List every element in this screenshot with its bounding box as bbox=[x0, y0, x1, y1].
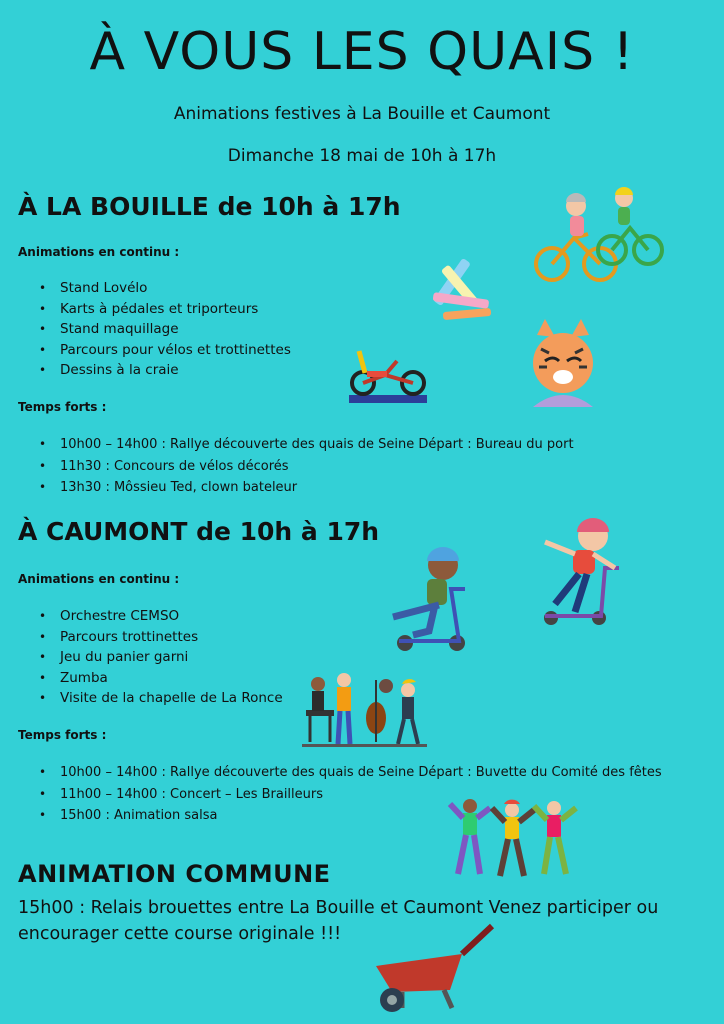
bouille-continu-list bbox=[18, 278, 291, 381]
bicycles-icon bbox=[530, 186, 665, 290]
list-item: • Orchestre CEMSO bbox=[18, 606, 283, 627]
bouille-continu-label: Animations en continu : bbox=[18, 245, 180, 259]
section-title-bouille: À LA BOUILLE de 10h à 17h bbox=[18, 192, 401, 221]
commune-text: 15h00 : Relais brouettes entre La Bouille et Caumont Venez participer ou encourager cette course originale !!! bbox=[18, 898, 659, 944]
scooter-boy-icon bbox=[385, 545, 475, 659]
list-item: • Parcours trottinettes bbox=[18, 627, 283, 648]
list-item: • Stand maquillage bbox=[18, 319, 291, 340]
list-item: • 10h00 – 14h00 : Rallye découverte des quais de Seine Départ : Buvette du Comité des fêtes bbox=[18, 762, 662, 784]
list-item: • Karts à pédales et triporteurs bbox=[18, 299, 291, 320]
list-item: • Stand Lovélo bbox=[18, 278, 291, 299]
list-item: • 11h00 – 14h00 : Concert – Les Brailleurs bbox=[18, 784, 662, 806]
section-title-commune: ANIMATION COMMUNE bbox=[18, 860, 331, 888]
page-title: À VOUS LES QUAIS ! bbox=[89, 22, 635, 82]
caumont-continu-list bbox=[18, 606, 283, 709]
bouille-forts-list bbox=[18, 434, 574, 499]
subtitle: Animations festives à La Bouille et Caumont bbox=[173, 104, 551, 124]
section-title-caumont: À CAUMONT de 10h à 17h bbox=[18, 517, 380, 546]
bouille-forts-label: Temps forts : bbox=[18, 400, 107, 414]
list-item: • 11h30 : Concours de vélos décorés bbox=[18, 456, 574, 478]
list-item: • 10h00 – 14h00 : Rallye découverte des quais de Seine Départ : Bureau du port bbox=[18, 434, 574, 456]
list-item: • Jeu du panier garni bbox=[18, 647, 283, 668]
list-item: • Parcours pour vélos et trottinettes bbox=[18, 340, 291, 361]
list-item: • Visite de la chapelle de La Ronce bbox=[18, 688, 283, 709]
caumont-forts-label: Temps forts : bbox=[18, 728, 107, 742]
band-icon bbox=[302, 670, 427, 752]
wheelbarrow-icon bbox=[362, 920, 497, 1019]
list-item: • 13h30 : Môssieu Ted, clown bateleur bbox=[18, 477, 574, 499]
caumont-continu-label: Animations en continu : bbox=[18, 572, 180, 586]
chalk-icon bbox=[425, 252, 500, 331]
scooter-girl-icon bbox=[535, 512, 625, 631]
list-item: • Dessins à la craie bbox=[18, 360, 291, 381]
event-date: Dimanche 18 mai de 10h à 17h bbox=[227, 146, 497, 166]
face-paint-icon bbox=[525, 315, 600, 414]
list-item: • Zumba bbox=[18, 668, 283, 689]
pedal-kart-icon bbox=[345, 345, 430, 411]
dancers-icon bbox=[450, 790, 580, 886]
list-item: • 15h00 : Animation salsa bbox=[18, 805, 662, 827]
